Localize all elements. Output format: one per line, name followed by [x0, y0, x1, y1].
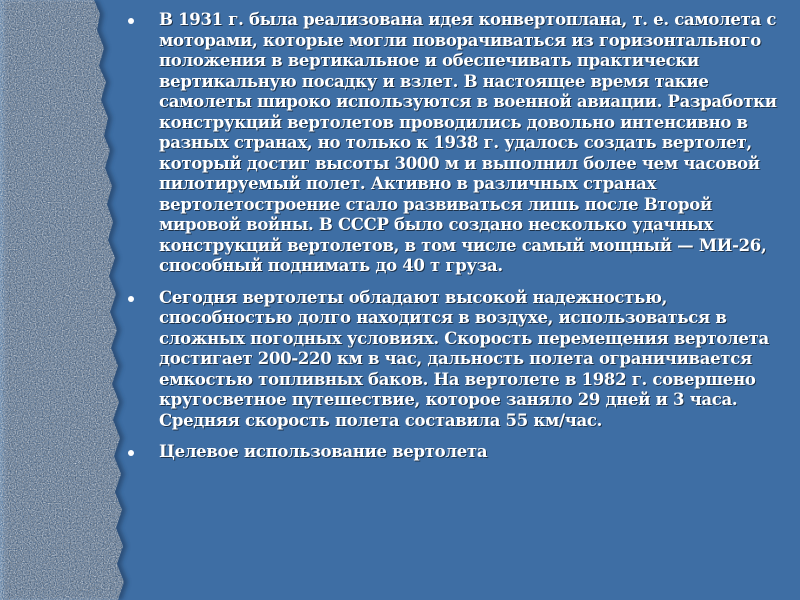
- slide-content: [122, 10, 794, 474]
- bullet-item-helicopter-purpose: [122, 442, 794, 463]
- bullet-list: [122, 10, 794, 463]
- bullet-dot-icon: [128, 18, 134, 24]
- bullet-dot-icon: [128, 296, 134, 302]
- bullet-text: В 1931 г. была реализована идея конвертоплана, т. е. самолета с моторами, которые могли поворачиваться из горизонтального положения в вертикальное и обеспечивать практически вертикальную посадку и взлет. В настоящее время такие самолеты широко используются в военной авиации. Разработки конструкций вертолетов проводились довольно интенсивно в разных странах, но только к 1938 г. удалось создать вертолет, который достиг высоты 3000 м и выполнил более чем часовой пилотируемый полет. Активно в различных странах вертолетостроение стало развиваться лишь после Второй мировой войны. В СССР было создано несколько удачных конструкций вертолетов, в том числе самый мощный — МИ-26, способный поднимать до 40 т груза.: [159, 10, 777, 275]
- bullet-dot-icon: [128, 450, 134, 456]
- bullet-text: Целевое использование вертолета: [159, 442, 488, 461]
- bullet-item-helicopter-today: [122, 288, 794, 432]
- bullet-item-convertiplane: [122, 10, 794, 277]
- bullet-text: Сегодня вертолеты обладают высокой надежностью, способностью долго находится в воздухе, использоваться в сложных погодных условиях. Скорость перемещения вертолета достигает 200-220 км в час, дальность полета ограничивается емкостью топливных баков. На вертолете в 1982 г. совершено кругосветное путешествие, которое заняло 29 дней и 3 часа. Средняя скорость полета составила 55 км/час.: [159, 287, 769, 430]
